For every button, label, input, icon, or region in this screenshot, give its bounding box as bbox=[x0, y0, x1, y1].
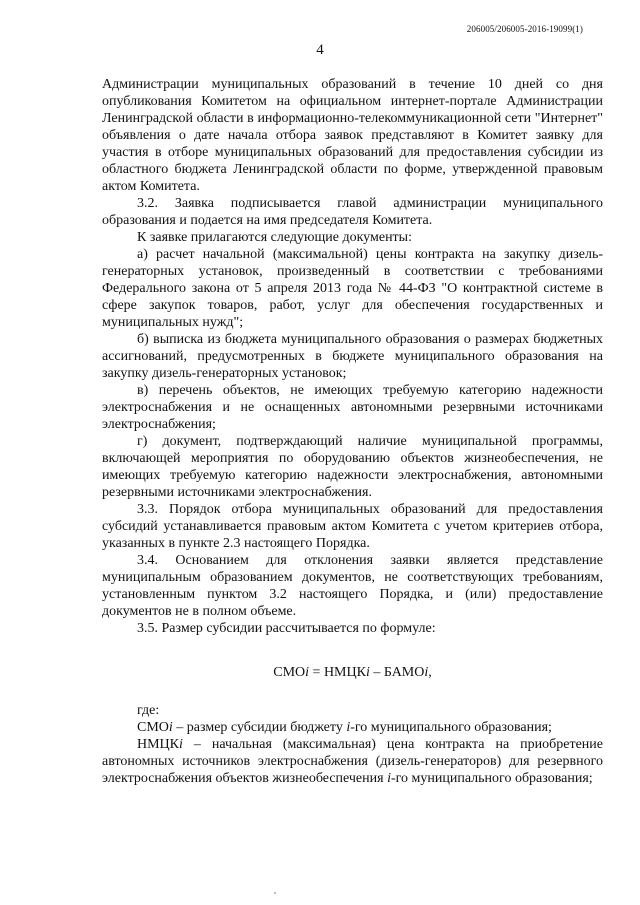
definition-smo-text: – размер субсидии бюджету bbox=[172, 720, 347, 735]
definition-nmck-term: НМЦК bbox=[137, 737, 180, 752]
paragraph-item-a: а) расчет начальной (максимальной) цены контракта на закупку дизель-генераторных установок, произведенный в соответствии с требованиями Федерального закона от 5 апреля 2013 года № 44-ФЗ "О контрактной системе в сфере закупок товаров, работ, услуг для обеспечения государственных и муниципальных нужд"; bbox=[102, 247, 603, 330]
scan-artifact-dot bbox=[274, 892, 276, 894]
paragraph-3-2: 3.2. Заявка подписывается главой администрации муниципального образования и подается на имя председателя Комитета. bbox=[102, 196, 603, 228]
formula-nmck: НМЦК bbox=[323, 665, 366, 680]
formula-index: i bbox=[365, 665, 370, 680]
page-number: 4 bbox=[316, 42, 324, 58]
definition-index: i bbox=[168, 720, 173, 735]
formula-bamo: БАМО bbox=[383, 665, 425, 680]
paragraph-attachments-intro: К заявке прилагаются следующие документы: bbox=[137, 230, 412, 245]
definition-smo bbox=[102, 719, 603, 736]
definition-smo-term: СМО bbox=[137, 720, 169, 735]
formula-end: , bbox=[428, 665, 432, 680]
formula-smo: СМО bbox=[273, 665, 306, 680]
formula-index: i bbox=[305, 665, 310, 680]
definition-index: i bbox=[387, 771, 391, 786]
definition-index: i bbox=[179, 737, 183, 752]
subsidy-formula bbox=[102, 664, 603, 681]
formula-equals: = bbox=[309, 665, 324, 680]
paragraph-item-v: в) перечень объектов, не имеющих требуемую категорию надежности электроснабжения и не оснащенных автономными резервными источниками электроснабжения; bbox=[102, 383, 603, 432]
definition-nmck bbox=[102, 736, 603, 787]
paragraph-item-g: г) документ, подтверждающий наличие муниципальной программы, включающей мероприятия по оборудованию объектов жизнеобеспечения, не имеющих требуемую категорию надежности электроснабжения, автономными резервными источниками электроснабжения. bbox=[102, 434, 603, 500]
definition-nmck-text-end: -го муниципального образования; bbox=[390, 771, 593, 786]
paragraph-submission: Администрации муниципальных образований в течение 10 дней со дня опубликования Комитетом на официальном интернет-портале Администрации Ленинградской области в информационно-телекоммуникационной сети "Интернет" объявления о дате начала отбора заявок представляют в Комитет заявку для участия в отборе муниципальных образований для предоставления субсидии из областного бюджета Ленинградской области по форме, утвержденной правовым актом Комитета. bbox=[102, 77, 603, 194]
paragraph-3-5: 3.5. Размер субсидии рассчитывается по формуле: bbox=[137, 621, 436, 636]
formula-minus: – bbox=[369, 665, 384, 680]
paragraph-3-3: 3.3. Порядок отбора муниципальных образований для предоставления субсидий устанавливается правовым актом Комитета с учетом критериев отбора, указанных в пункте 2.3 настоящего Порядка. bbox=[102, 502, 603, 551]
definition-smo-text-end: -го муниципального образования; bbox=[350, 720, 552, 735]
formula-index: i bbox=[424, 665, 429, 680]
document-body bbox=[102, 76, 603, 787]
paragraph-3-4: 3.4. Основанием для отклонения заявки является представление муниципальным образованием документов, не соответствующих требованиям, установленным пунктом 3.2 настоящего Порядка, и (или) предоставление документов не в полном объеме. bbox=[102, 553, 603, 619]
definition-nmck-text: – начальная (максимальная) цена контракта на приобретение автономных источников электроснабжения (дизель-генераторов) для резервного электроснабжения объектов жизнеобеспечения bbox=[102, 737, 603, 786]
definitions-where: где: bbox=[137, 703, 160, 718]
paragraph-item-b: б) выписка из бюджета муниципального образования о размерах бюджетных ассигнований, предусмотренных в бюджете муниципального образования на закупку дизель-генераторных установок; bbox=[102, 332, 603, 381]
document-id: 206005/206005-2016-19099(1) bbox=[466, 24, 583, 34]
definition-index: i bbox=[346, 720, 351, 735]
